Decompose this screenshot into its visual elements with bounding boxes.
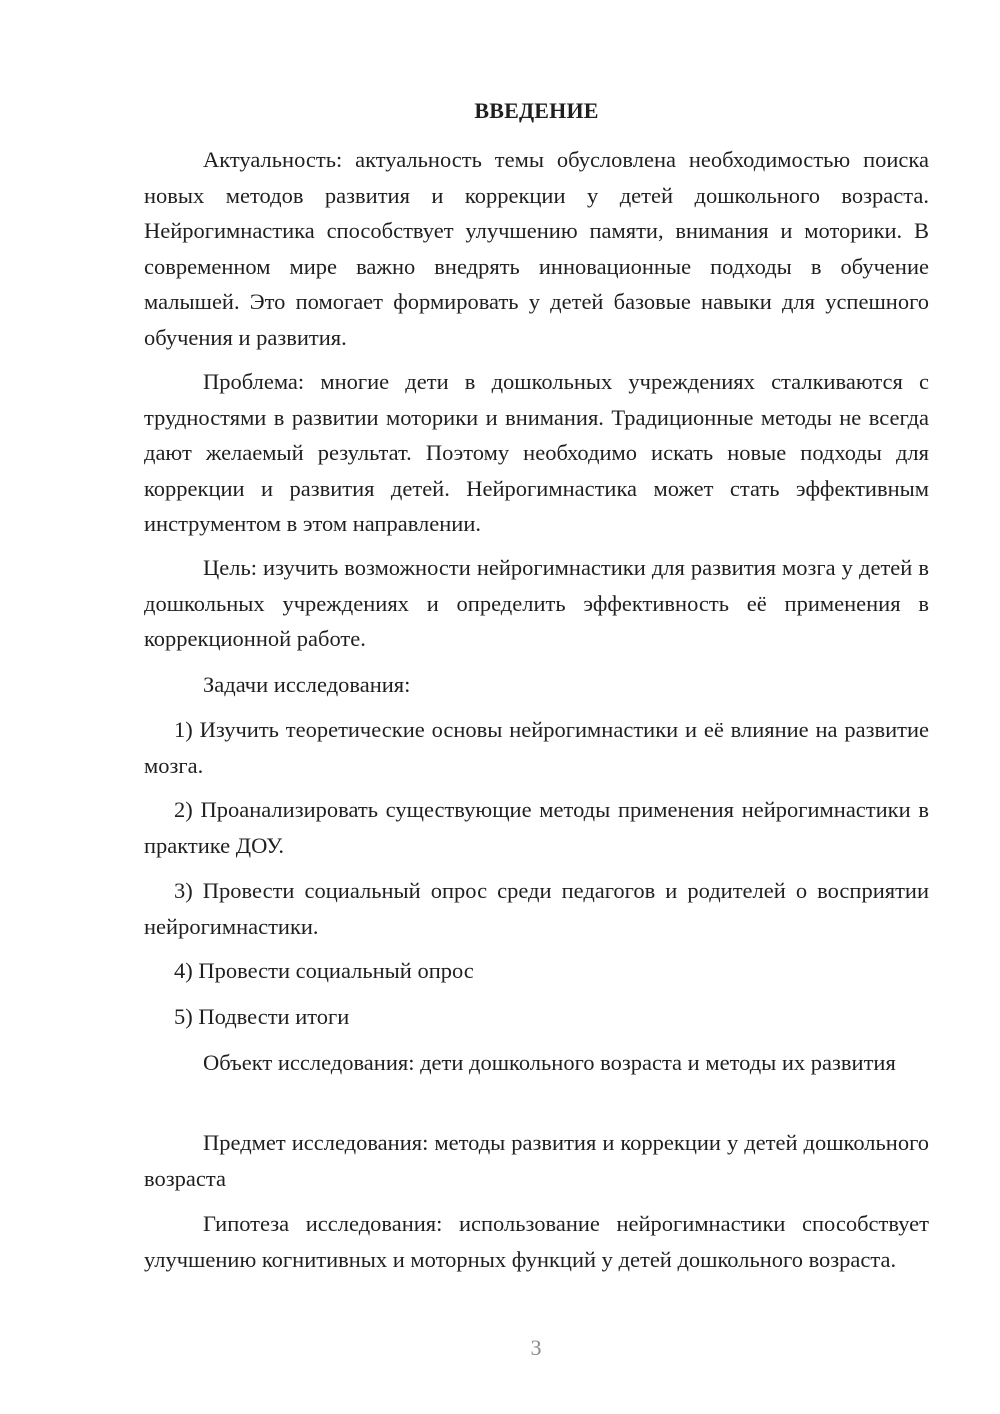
paragraph-problem: Проблема: многие дети в дошкольных учреждениях сталкиваются с трудностями в развитии моторики и внимания. Традиционные методы не всегда дают желаемый результат. Поэтому необходимо искать новые подходы для коррекции и развития детей. Нейрогимнастика может стать эффективным инструментом в этом направлении. xyxy=(144,369,929,536)
page-number: 3 xyxy=(530,1335,542,1360)
page-title: ВВЕДЕНИЕ xyxy=(474,98,599,123)
paragraph-relevance: Актуальность: актуальность темы обусловлена необходимостью поиска новых методов развития и коррекции у детей дошкольного возраста. Нейрогимнастика способствует улучшению памяти, внимания и моторики. В современном мире важно внедрять инновационные подходы в обучение малышей. Это помогает формировать у детей базовые навыки для успешного обучения и развития. xyxy=(144,147,929,350)
task-item-1: 1) Изучить теоретические основы нейрогимнастики и её влияние на развитие мозга. xyxy=(144,717,929,778)
task-item-4: 4) Провести социальный опрос xyxy=(174,958,474,983)
task-item-2: 2) Проанализировать существующие методы применения нейрогимнастики в практике ДОУ. xyxy=(144,797,929,858)
paragraph-hypothesis: Гипотеза исследования: использование нейрогимнастики способствует улучшению когнитивных и моторных функций у детей дошкольного возраста. xyxy=(144,1211,929,1272)
paragraph-subject: Предмет исследования: методы развития и коррекции у детей дошкольного возраста xyxy=(144,1130,929,1191)
task-item-5: 5) Подвести итоги xyxy=(174,1004,350,1029)
paragraph-object: Объект исследования: дети дошкольного возраста и методы их развития xyxy=(203,1050,896,1075)
task-item-3: 3) Провести социальный опрос среди педагогов и родителей о восприятии нейрогимнастики. xyxy=(144,878,929,939)
paragraph-goal: Цель: изучить возможности нейрогимнастики для развития мозга у детей в дошкольных учреждениях и определить эффективность её применения в коррекционной работе. xyxy=(144,555,929,651)
tasks-heading: Задачи исследования: xyxy=(203,672,411,697)
